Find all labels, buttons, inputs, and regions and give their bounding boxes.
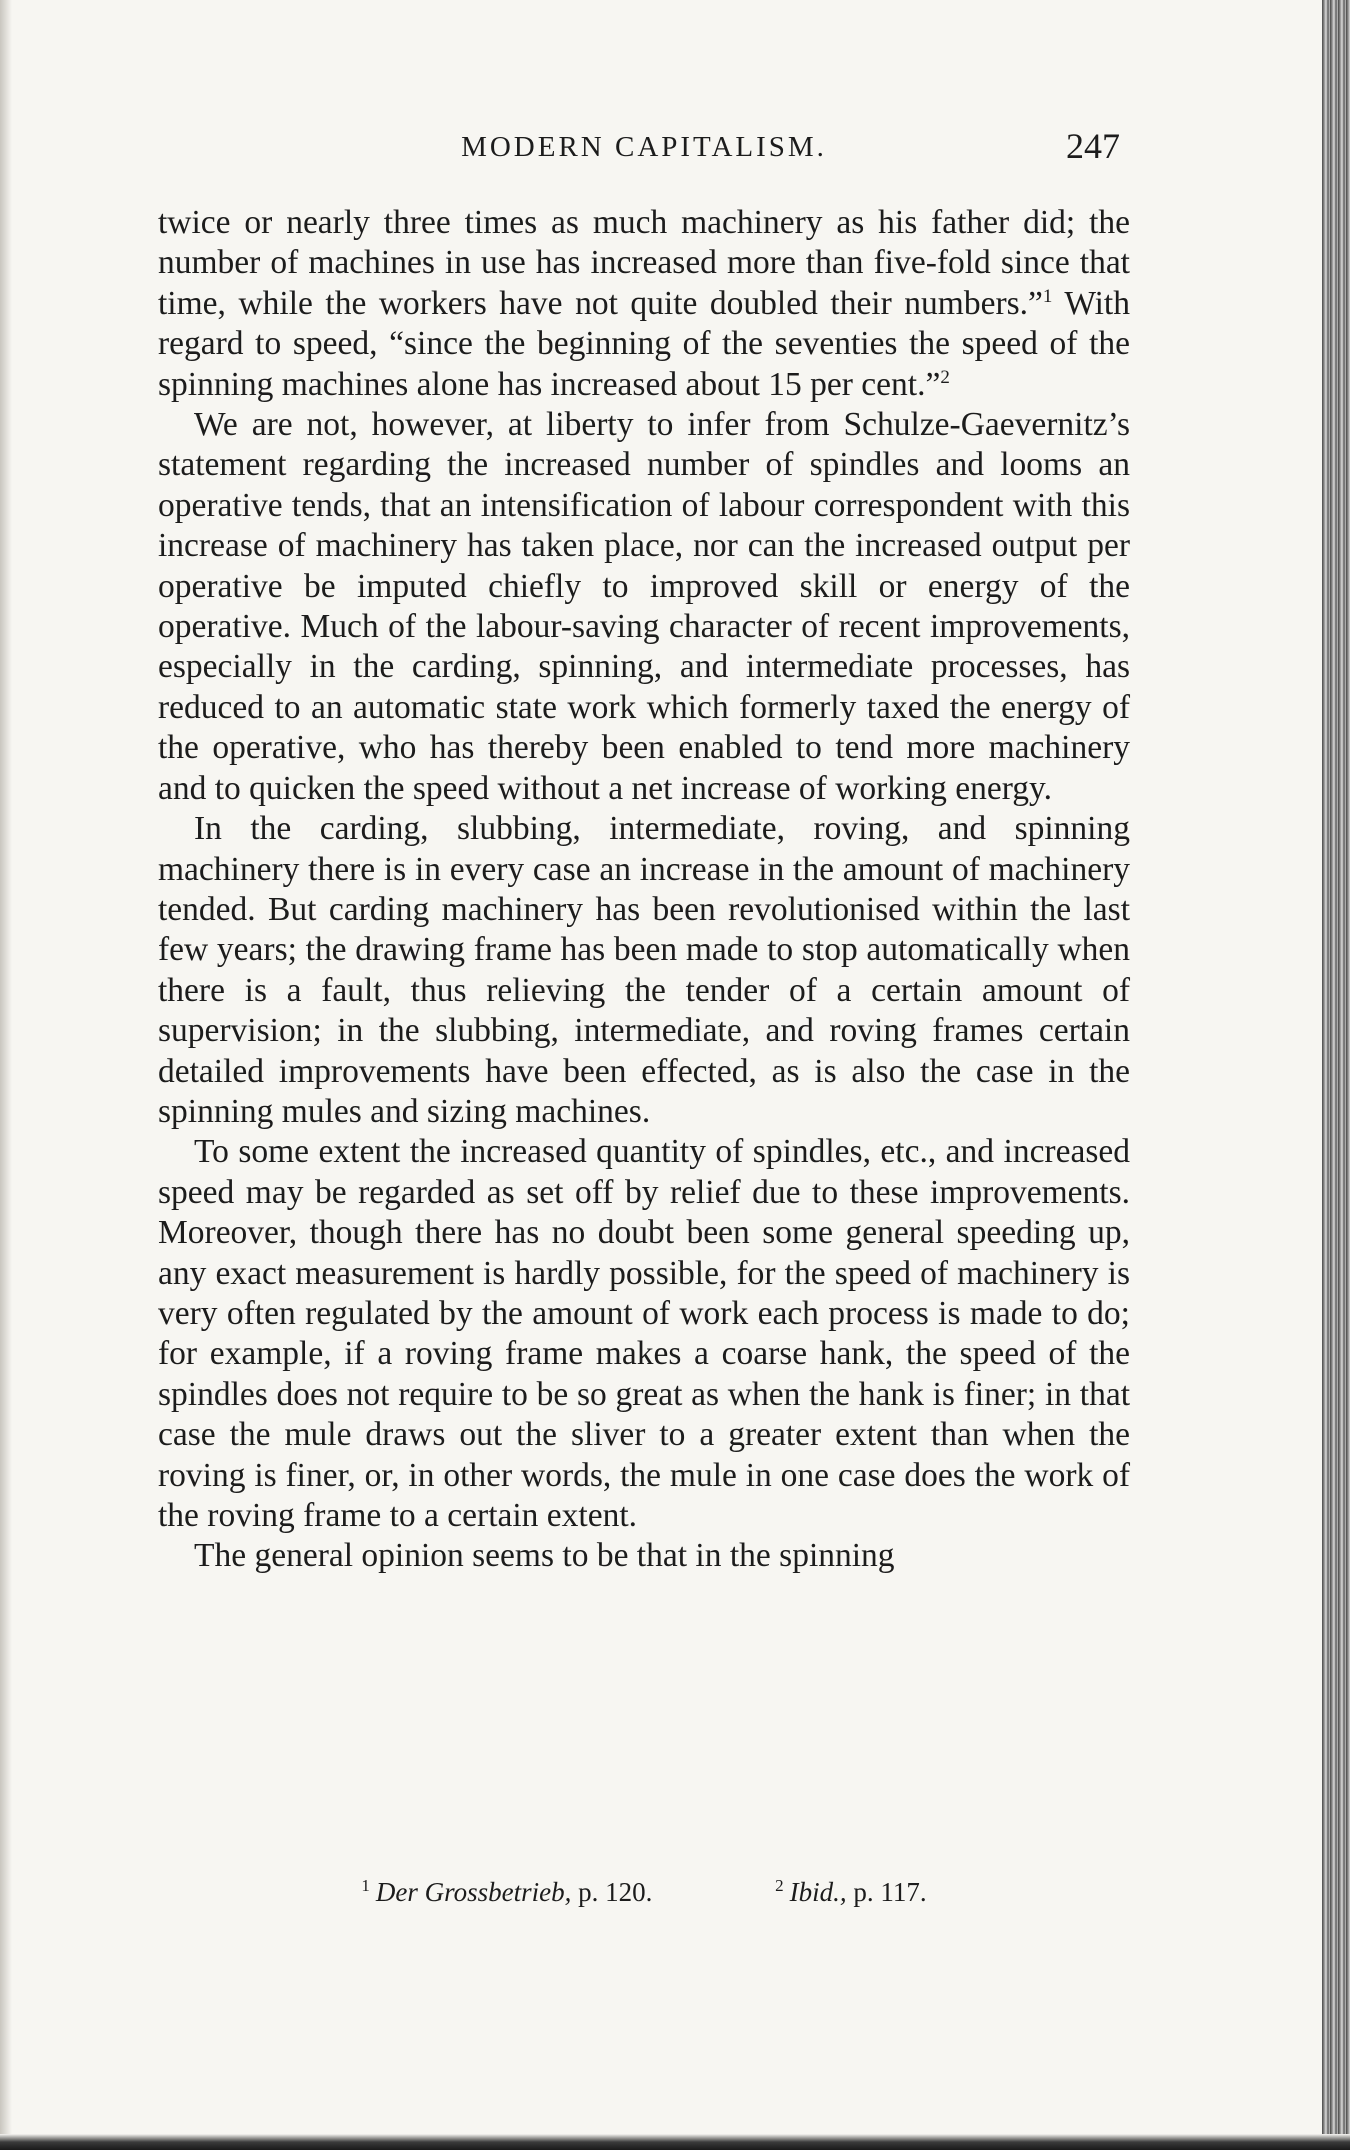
paragraph-1 — [158, 203, 1130, 405]
page-number: 247 — [1066, 126, 1120, 166]
paragraph-1-text-continued: With regard to speed, “since the beginning of the seventies the speed of the spinning machines alone has increased about 15 per cent.” — [158, 284, 1130, 403]
paragraph-5: The general opinion seems to be that in the spinning — [194, 1537, 895, 1575]
body-text — [158, 203, 1130, 1577]
footnote-1-title: Der Grossbetrieb, — [375, 1877, 572, 1907]
paragraph-2: We are not, however, at liberty to infer from Schulze-Gaevernitz’s statement regarding the increased number of spindles and looms an operative tends, that an intensification of labour correspondent with this increase of machinery has taken place, nor can the increased output per operative be imputed chiefly to improved skill or energy of the operative. Much of the labour-saving character of recent improvements, especially in the carding, spinning, and intermediate processes, has reduced to an automatic state work which formerly taxed the energy of the operative, who has thereby been enabled to tend more machinery and to quicken the speed without a net increase of working energy. — [158, 406, 1130, 807]
footnote-1-mark: 1 — [361, 1876, 370, 1895]
footnote-2-ref: p. 117. — [846, 1877, 927, 1907]
footnote-ref-1: 1 — [1042, 285, 1053, 307]
footnote-2 — [775, 1877, 927, 1908]
footnote-2-title: Ibid., — [789, 1877, 847, 1907]
running-head: MODERN CAPITALISM. — [461, 131, 827, 163]
footnotes — [158, 1877, 1130, 1908]
page-bottom-edge — [0, 2134, 1350, 2150]
paragraph-3: In the carding, slubbing, intermediate, roving, and spinning machinery there is in every case an increase in the amount of machinery tended. But carding machinery has been revolutionised within the last few years; the drawing frame has been made to stop automatically when there is a fault, thus relieving the tender of a certain amount of supervision; in the slubbing, intermediate, and roving frames certain detailed improvements have been effected, as is also the case in the spinning mules and sizing machines. — [158, 810, 1130, 1130]
footnote-1-ref: p. 120. — [571, 1877, 653, 1907]
paragraph-1-text: twice or nearly three times as much machinery as his father did; the number of machines in use has increased more than five-fold since that time, while the workers have not quite doubled their numbers.” — [158, 204, 1130, 322]
page-left-edge — [0, 0, 12, 2150]
paragraph-4: To some extent the increased quantity of spindles, etc., and increased speed may be regarded as set off by relief due to these improvements. Moreover, though there has no doubt been some general speeding up, any exact measurement is hardly possible, for the speed of machinery is very often regulated by the amount of work each process is made to do; for example, if a roving frame makes a coarse hank, the speed of the spindles does not require to be so great as when the hank is finer; in that case the mule draws out the sliver to a greater extent than when the roving is finer, or, in other words, the mule in one case does the work of the roving frame to a certain extent. — [158, 1133, 1130, 1534]
book-binding-edge — [1322, 0, 1350, 2150]
footnote-ref-2: 2 — [940, 366, 950, 388]
footnote-2-mark: 2 — [775, 1876, 784, 1895]
footnote-1 — [361, 1877, 652, 1908]
book-page — [158, 125, 1130, 1907]
page-header — [158, 125, 1130, 185]
